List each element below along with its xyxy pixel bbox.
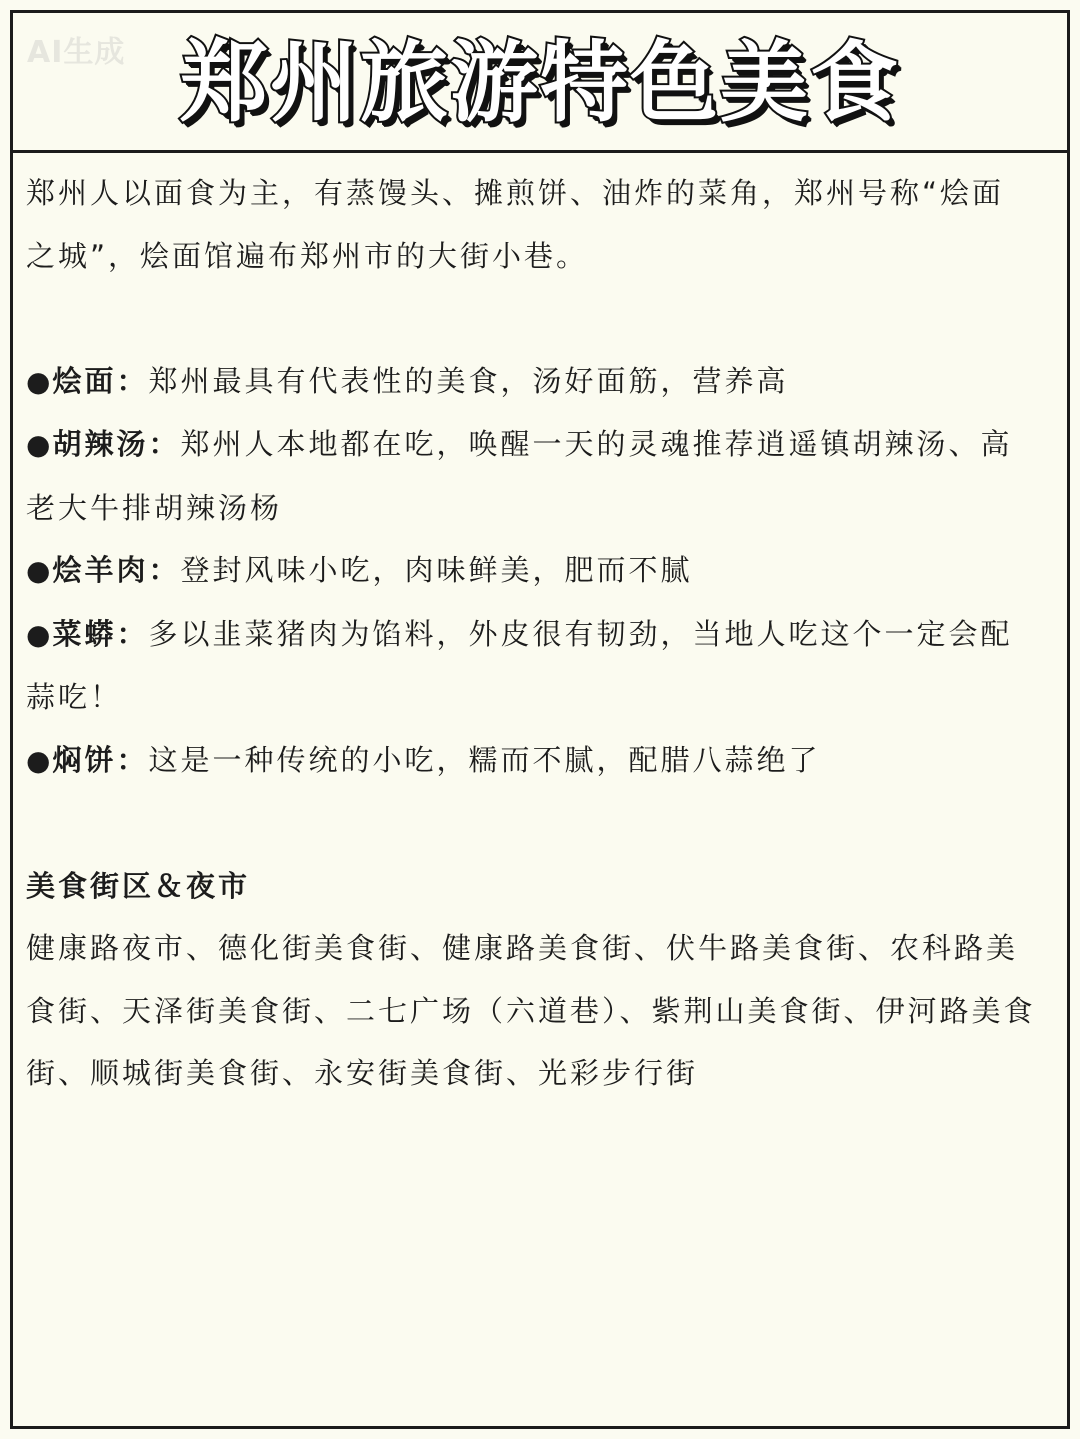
food-name: 胡辣汤： xyxy=(52,427,181,461)
bullet-icon: ● xyxy=(26,554,51,587)
food-description: 登封风味小吃，肉味鲜美，肥而不腻 xyxy=(180,553,693,587)
food-name: 焖饼： xyxy=(52,742,149,777)
food-name: 烩羊肉： xyxy=(52,553,181,587)
ai-watermark: AI生成 xyxy=(27,35,126,70)
page-title: 郑州旅游特色美食 xyxy=(179,31,900,134)
bullet-icon: ● xyxy=(26,743,51,777)
food-description: 这是一种传统的小吃，糯而不腻，配腊八蒜绝了 xyxy=(148,742,821,777)
food-description: 郑州人本地都在吃，唤醒一天的灵魂推荐逍遥镇胡辣汤、高老大牛排胡辣汤杨 xyxy=(26,427,1013,525)
food-item-huiyangrou xyxy=(26,539,1036,603)
food-item-caimang xyxy=(26,603,1036,729)
bullet-icon: ● xyxy=(26,617,51,651)
food-item-hulatang xyxy=(26,413,1036,539)
food-name: 菜蟒： xyxy=(52,616,149,651)
food-description: 多以韭菜猪肉为馅料，外皮很有韧劲，当地人吃这个一定会配蒜吃！ xyxy=(26,616,1013,714)
food-name: 烩面： xyxy=(52,363,149,398)
food-item-huimian xyxy=(26,350,1036,414)
bullet-icon: ● xyxy=(26,428,51,461)
spacer xyxy=(26,792,1036,855)
spacer xyxy=(26,287,1036,350)
title-banner xyxy=(13,13,1067,153)
intro-paragraph: 郑州人以面食为主，有蒸馒头、摊煎饼、油炸的菜角，郑州号称“烩面之城”，烩面馆遍布郑州市的大街小巷。 xyxy=(26,176,1005,273)
bullet-icon: ● xyxy=(26,364,51,398)
food-description: 郑州最具有代表性的美食，汤好面筋，营养高 xyxy=(148,363,789,398)
food-item-menbing xyxy=(26,729,1036,793)
food-streets-heading: 美食街区＆夜市 xyxy=(26,868,251,903)
food-streets-list: 健康路夜市、德化街美食街、健康路美食街、伏牛路美食街、农科路美食街、天泽街美食街、二七广场（六道巷）、紫荆山美食街、伊河路美食街、顺城街美食街、永安街美食街、光彩步行街 xyxy=(26,931,1036,1090)
article-body xyxy=(26,162,1036,1105)
